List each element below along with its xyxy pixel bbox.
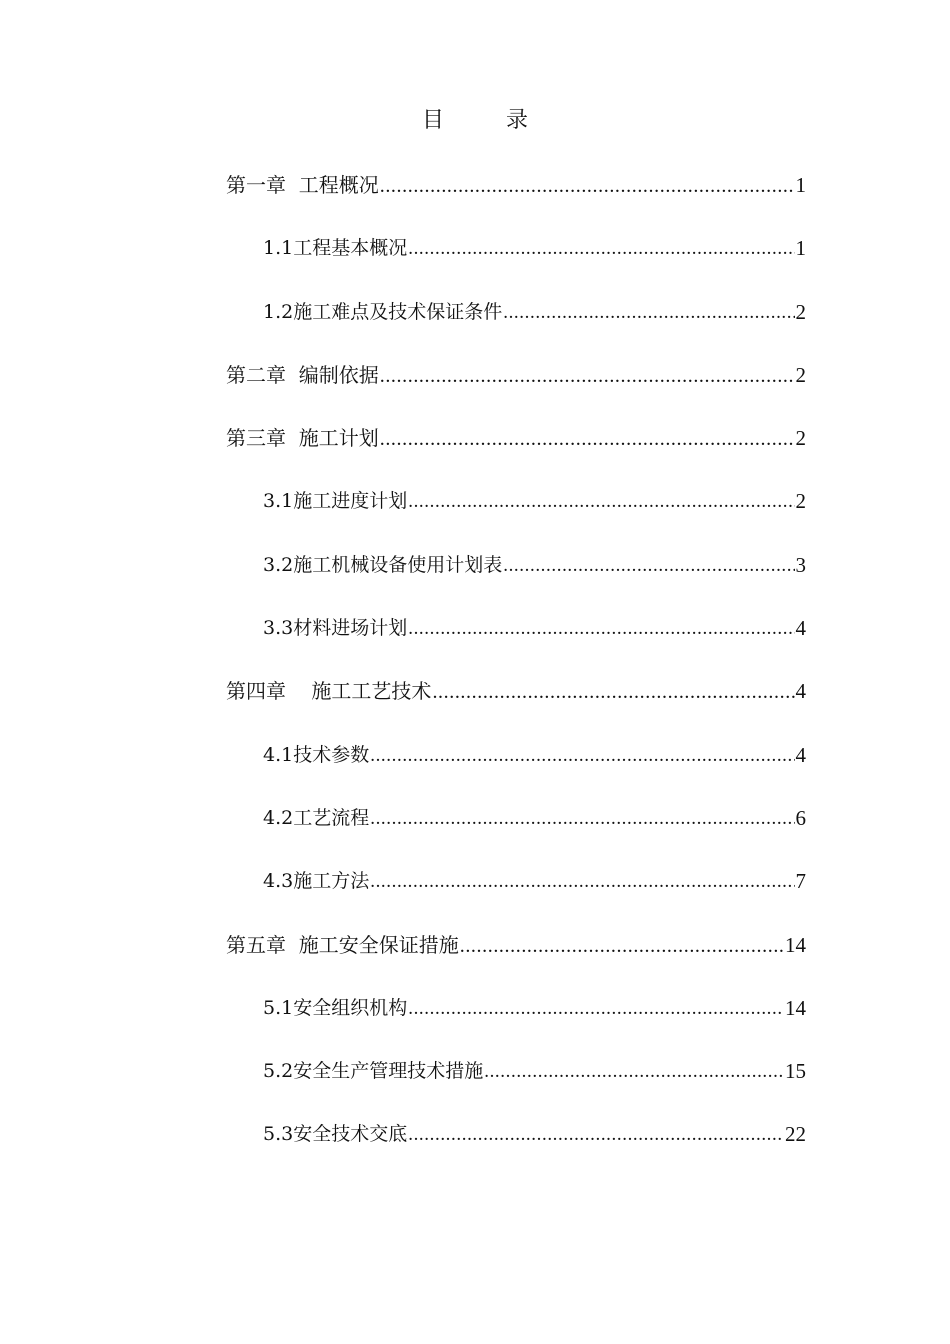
toc-page-number: 15	[785, 1059, 806, 1084]
toc-entry-section-5-1[interactable]	[263, 989, 806, 1052]
toc-entry-section-1-2[interactable]	[263, 293, 806, 356]
toc-dot-leader	[380, 362, 795, 390]
toc-entry-chapter-1[interactable]	[226, 166, 806, 229]
toc-entry-section-4-2[interactable]	[263, 799, 806, 862]
toc-entry-label: 5.2安全生产管理技术措施	[263, 1060, 484, 1083]
toc-page-number: 7	[795, 869, 806, 894]
toc-dot-leader	[432, 678, 794, 706]
toc-entry-section-3-1[interactable]	[263, 482, 806, 545]
toc-dot-leader	[370, 868, 794, 896]
toc-page-number: 2	[795, 299, 806, 324]
toc-entry-label: 4.2工艺流程	[263, 806, 370, 829]
toc-entry-label: 3.3材料进场计划	[263, 617, 408, 640]
toc-page-number: 14	[785, 932, 806, 957]
toc-entry-label: 3.1施工进度计划	[263, 490, 408, 513]
toc-page-number: 2	[795, 489, 806, 514]
toc-entry-chapter-2[interactable]	[226, 356, 806, 419]
toc-entry-chapter-4[interactable]	[226, 672, 806, 735]
toc-entry-label: 第二章 编制依据	[226, 362, 379, 387]
toc-entry-label: 第四章 施工工艺技术	[226, 679, 432, 704]
toc-entry-chapter-3[interactable]	[226, 419, 806, 482]
toc-entry-label: 第三章 施工计划	[226, 426, 379, 451]
toc-dot-leader	[408, 1121, 784, 1149]
toc-entry-label: 1.1工程基本概况	[263, 237, 408, 260]
toc-dot-leader	[460, 932, 784, 960]
toc-entry-section-4-1[interactable]	[263, 736, 806, 799]
toc-title: 目 录	[421, 108, 548, 133]
toc-dot-leader	[503, 552, 794, 580]
toc-page-number: 6	[795, 805, 806, 830]
toc-page-number: 4	[795, 679, 806, 704]
toc-dot-leader	[408, 995, 784, 1023]
toc-dot-leader	[408, 488, 794, 516]
toc-page-number: 2	[795, 426, 806, 451]
toc-entry-chapter-5[interactable]	[226, 926, 806, 989]
toc-page-number: 2	[795, 362, 806, 387]
toc-entry-label: 4.3施工方法	[263, 870, 370, 893]
toc-dot-leader	[503, 299, 794, 327]
toc-entry-label: 4.1技术参数	[263, 743, 370, 766]
toc-dot-leader	[484, 1058, 784, 1086]
toc-entry-label: 1.2施工难点及技术保证条件	[263, 300, 503, 323]
toc-entry-label: 5.1安全组织机构	[263, 996, 408, 1019]
toc-page-number: 4	[795, 616, 806, 641]
toc-page-number: 14	[785, 995, 806, 1020]
toc-dot-leader	[408, 235, 794, 263]
toc-page-number: 4	[795, 742, 806, 767]
toc-entry-label: 5.3安全技术交底	[263, 1123, 408, 1146]
toc-dot-leader	[380, 425, 795, 453]
toc-page-number: 3	[795, 552, 806, 577]
table-of-contents	[0, 166, 950, 1179]
toc-entry-section-5-3[interactable]	[263, 1115, 806, 1178]
toc-dot-leader	[408, 615, 794, 643]
toc-dot-leader	[370, 805, 794, 833]
toc-entry-section-3-2[interactable]	[263, 546, 806, 609]
toc-dot-leader	[380, 172, 795, 200]
toc-page-number: 1	[795, 173, 806, 197]
toc-entry-label: 第五章 施工安全保证措施	[226, 932, 459, 957]
toc-entry-section-1-1[interactable]	[263, 229, 806, 292]
toc-entry-section-4-3[interactable]	[263, 862, 806, 925]
toc-entry-label: 3.2施工机械设备使用计划表	[263, 553, 503, 576]
toc-dot-leader	[370, 742, 794, 770]
toc-page-number: 22	[785, 1122, 806, 1147]
toc-page-number: 1	[795, 236, 806, 261]
toc-entry-label: 第一章 工程概况	[226, 173, 379, 197]
toc-entry-section-5-2[interactable]	[263, 1052, 806, 1115]
toc-entry-section-3-3[interactable]	[263, 609, 806, 672]
